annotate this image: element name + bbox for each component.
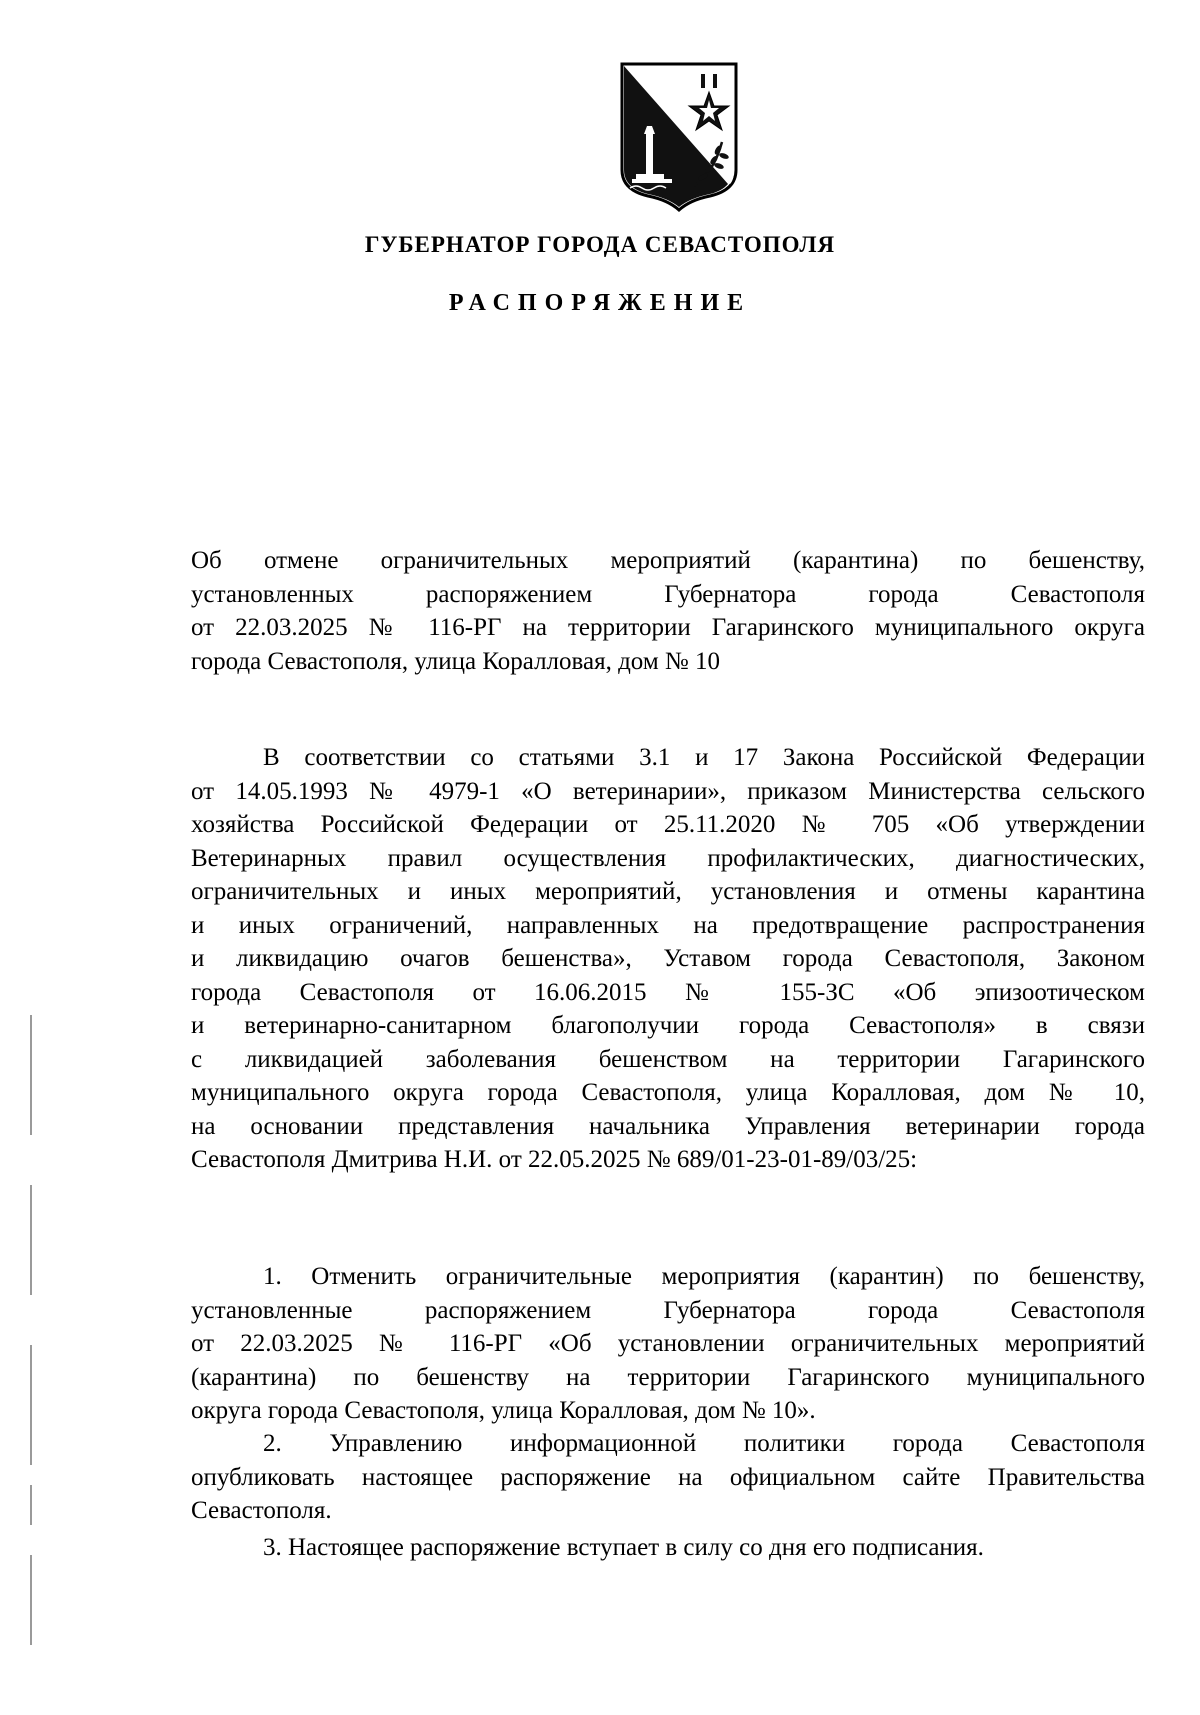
preamble-paragraph — [191, 741, 1145, 1177]
preamble-line: В соответствии со статьями 3.1 и 17 Закона Российской Федерации — [263, 744, 1145, 771]
coat-of-arms-icon — [618, 62, 740, 214]
title-line: Об отмене ограничительных мероприятий (карантина) по бешенству, — [191, 547, 1145, 574]
item-line: округа города Севастополя, улица Коралловая, дом № 10». — [191, 1397, 816, 1424]
document-title — [191, 544, 1145, 678]
item-line: от 22.03.2025 № 116-РГ «Об установлении ограничительных мероприятий — [191, 1330, 1145, 1357]
preamble-line: и иных ограничений, направленных на предотвращение распространения — [191, 911, 1145, 939]
preamble-line: хозяйства Российской Федерации от 25.11.2020 № 705 «Об утверждении — [191, 811, 1145, 838]
order-item-1 — [191, 1260, 1145, 1428]
item-line: 1. Отменить ограничительные мероприятия (карантин) по бешенству, — [263, 1263, 1145, 1290]
preamble-line: ограничительных и иных мероприятий, установления и отмены карантина — [191, 878, 1145, 905]
item-line: опубликовать настоящее распоряжение на официальном сайте Правительства — [191, 1463, 1145, 1491]
item-line: 2. Управлению информационной политики города Севастополя — [263, 1430, 1145, 1457]
title-line: установленных распоряжением Губернатора города Севастополя — [191, 580, 1145, 608]
title-line: города Севастополя, улица Коралловая, дом № 10 — [191, 647, 721, 675]
preamble-line: и ветеринарно-санитарном благополучии города Севастополя» в связи — [191, 1012, 1145, 1039]
preamble-line: с ликвидацией заболевания бешенством на территории Гагаринского — [191, 1045, 1145, 1073]
scan-margin-marks — [30, 1015, 34, 1655]
preamble-line: и ликвидацию очагов бешенства», Уставом города Севастополя, Законом — [191, 945, 1145, 972]
preamble-line: Ветеринарных правил осуществления профилактических, диагностических, — [191, 844, 1145, 872]
preamble-line: города Севастополя от 16.06.2015 № 155-ЗС «Об эпизоотическом — [191, 978, 1145, 1006]
preamble-line: Севастополя Дмитрива Н.И. от 22.05.2025 № 689/01-23-01-89/03/25: — [191, 1146, 918, 1173]
item-line: (карантина) по бешенству на территории Гагаринского муниципального — [191, 1363, 1145, 1391]
title-line: от 22.03.2025 № 116-РГ на территории Гагаринского муниципального округа — [191, 614, 1145, 641]
issuing-authority: ГУБЕРНАТОР ГОРОДА СЕВАСТОПОЛЯ — [364, 232, 836, 257]
order-item-2 — [191, 1427, 1145, 1528]
item-line: Севастополя. — [191, 1497, 332, 1524]
item-line: 3. Настоящее распоряжение вступает в силу со дня его подписания. — [263, 1534, 984, 1561]
preamble-line: муниципального округа города Севастополя, улица Коралловая, дом № 10, — [191, 1079, 1145, 1106]
order-item-3 — [191, 1531, 1145, 1565]
document-type-heading: РАСПОРЯЖЕНИЕ — [448, 290, 752, 316]
item-line: установленные распоряжением Губернатора города Севастополя — [191, 1296, 1145, 1324]
preamble-line: на основании представления начальника Управления ветеринарии города — [191, 1112, 1145, 1140]
preamble-line: от 14.05.1993 № 4979-1 «О ветеринарии», приказом Министерства сельского — [191, 777, 1145, 805]
